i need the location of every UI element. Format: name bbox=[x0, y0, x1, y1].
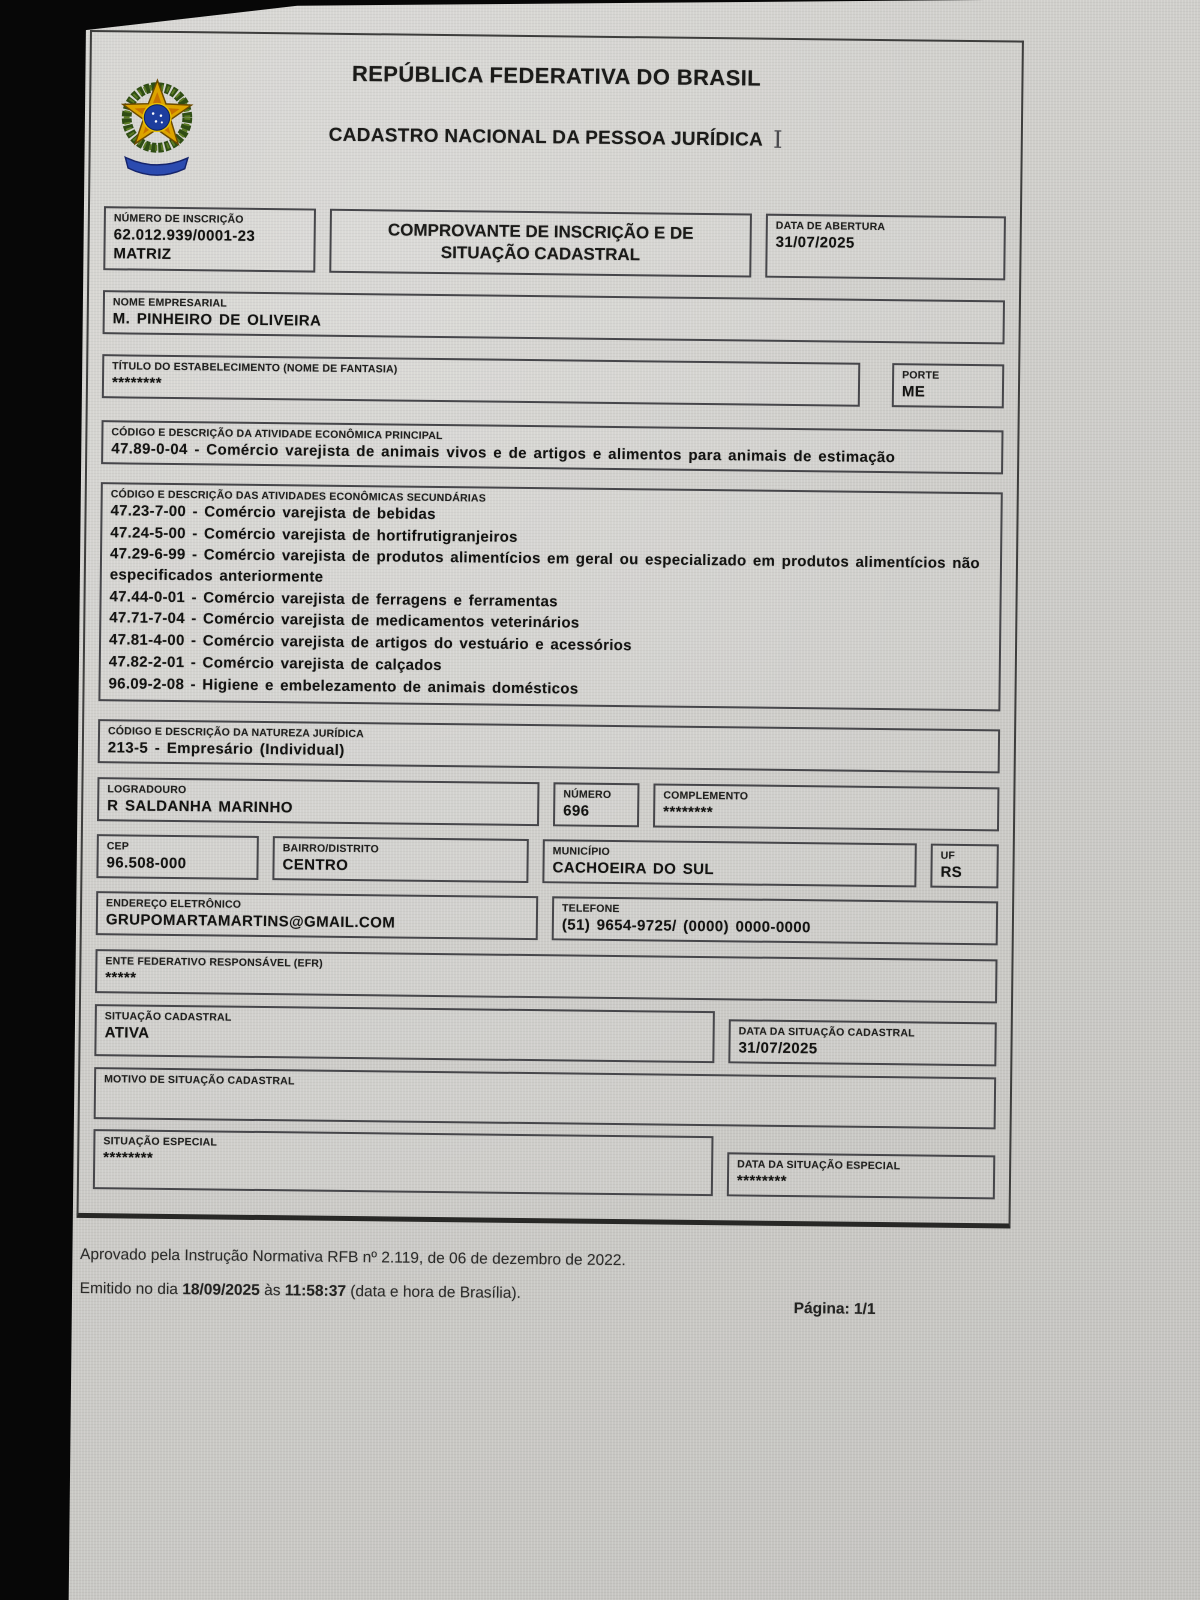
porte-box bbox=[892, 363, 1004, 408]
republic-title: REPÚBLICA FEDERATIVA DO BRASIL bbox=[351, 60, 762, 91]
secondary-activity-item: 47.71-7-04 - Comércio varejista de medicamentos veterinários bbox=[109, 609, 580, 633]
porte-label: PORTE bbox=[902, 369, 940, 382]
data-situacao-cadastral-label: DATA DA SITUAÇÃO CADASTRAL bbox=[738, 1025, 915, 1040]
nome-empresarial-label: NOME EMPRESARIAL bbox=[112, 296, 228, 310]
cnpj-form-border bbox=[77, 30, 1024, 1229]
email-label: ENDEREÇO ELETRÔNICO bbox=[106, 897, 242, 911]
registry-title-text: CADASTRO NACIONAL DA PESSOA JURÍDICA bbox=[328, 124, 764, 151]
row-nome-empresarial bbox=[103, 290, 1005, 344]
emission-mid: às bbox=[259, 1282, 285, 1300]
bairro-box bbox=[272, 836, 528, 883]
situacao-cadastral-value: ATIVA bbox=[104, 1024, 150, 1042]
uf-label: UF bbox=[940, 849, 956, 863]
telefone-value: (51) 9654-9725/ (0000) 0000-0000 bbox=[561, 916, 811, 937]
atividades-secundarias-box bbox=[98, 482, 1002, 711]
secondary-activity-item: 47.23-7-00 - Comércio varejista de bebidas bbox=[110, 502, 436, 523]
email-value: GRUPOMARTAMARTINS@GMAIL.COM bbox=[105, 911, 396, 932]
nome-fantasia-label: TÍTULO DO ESTABELECIMENTO (NOME DE FANTASIA) bbox=[112, 360, 398, 376]
secondary-activity-item: 47.29-6-99 - Comércio varejista de produtos alimentícios em geral ou especializado em produtos alimentícios não especificados anteriormente bbox=[109, 545, 980, 586]
data-situacao-especial-label: DATA DA SITUAÇÃO ESPECIAL bbox=[737, 1158, 901, 1173]
nome-fantasia-value: ******** bbox=[111, 374, 162, 392]
atividade-principal-value: 47.89-0-04 - Comércio varejista de animais vivos e de artigos e alimentos para animais de estimação bbox=[111, 440, 896, 467]
brazil-coat-of-arms-icon bbox=[112, 70, 201, 185]
document-footer bbox=[76, 1246, 1011, 1319]
efr-box bbox=[95, 949, 997, 1003]
efr-value: ***** bbox=[105, 969, 137, 987]
row-contato bbox=[96, 891, 998, 945]
natureza-juridica-label: CÓDIGO E DESCRIÇÃO DA NATUREZA JURÍDICA bbox=[107, 725, 365, 741]
emission-prefix: Emitido no dia bbox=[79, 1280, 183, 1299]
motivo-situacao-label: MOTIVO DE SITUAÇÃO CADASTRAL bbox=[104, 1073, 295, 1088]
situacao-especial-box bbox=[93, 1129, 714, 1196]
bairro-value: CENTRO bbox=[282, 856, 349, 875]
data-situacao-especial-value: ******** bbox=[736, 1172, 787, 1191]
data-abertura-value: 31/07/2025 bbox=[775, 233, 855, 252]
secondary-activity-item: 47.44-0-01 - Comércio varejista de ferragens e ferramentas bbox=[109, 588, 558, 611]
secondary-activity-item: 47.24-5-00 - Comércio varejista de hortifrutigranjeiros bbox=[110, 523, 518, 546]
data-abertura-box bbox=[765, 214, 1006, 281]
logradouro-label: LOGRADOURO bbox=[107, 783, 187, 797]
atividades-secundarias-label: CÓDIGO E DESCRIÇÃO DAS ATIVIDADES ECONÔMICAS SECUNDÁRIAS bbox=[110, 488, 487, 505]
numero-box bbox=[553, 782, 639, 827]
approval-note: Aprovado pela Instrução Normativa RFB nº 2.119, de 06 de dezembro de 2022. bbox=[80, 1246, 626, 1270]
numero-value: 696 bbox=[563, 802, 590, 820]
row-atividade-principal bbox=[101, 420, 1003, 474]
telefone-box bbox=[552, 896, 998, 945]
row-cep-municipio bbox=[96, 834, 998, 888]
data-situacao-cadastral-value: 31/07/2025 bbox=[738, 1039, 818, 1058]
row-atividades-secundarias bbox=[98, 482, 1002, 711]
municipio-label: MUNICÍPIO bbox=[552, 845, 610, 859]
logradouro-box bbox=[97, 777, 539, 826]
row-motivo bbox=[94, 1067, 997, 1129]
nome-empresarial-value: M. PINHEIRO DE OLIVEIRA bbox=[112, 310, 322, 330]
cep-label: CEP bbox=[106, 840, 130, 853]
complemento-value: ******** bbox=[663, 803, 714, 822]
registry-title bbox=[105, 118, 1007, 156]
data-situacao-cadastral-box bbox=[728, 1019, 996, 1066]
secondary-activity-item: 96.09-2-08 - Higiene e embelezamento de animais domésticos bbox=[108, 674, 579, 698]
data-situacao-especial-box bbox=[727, 1152, 995, 1199]
email-box bbox=[96, 891, 538, 940]
row-situacao-especial bbox=[93, 1129, 996, 1199]
row-natureza-juridica bbox=[98, 719, 1000, 773]
row-situacao-cadastral bbox=[94, 1004, 997, 1066]
telefone-label: TELEFONE bbox=[561, 902, 620, 916]
cep-value: 96.508-000 bbox=[106, 854, 187, 873]
municipio-value: CACHOEIRA DO SUL bbox=[552, 859, 715, 879]
document-header bbox=[104, 58, 1007, 200]
uf-box bbox=[930, 844, 998, 889]
natureza-juridica-value: 213-5 - Empresário (Individual) bbox=[107, 739, 345, 760]
page-indicator: Página: 1/1 bbox=[793, 1300, 876, 1319]
emission-time: 11:58:37 bbox=[284, 1282, 347, 1301]
text-cursor-icon: I bbox=[772, 125, 784, 154]
situacao-especial-label: SITUAÇÃO ESPECIAL bbox=[103, 1135, 218, 1149]
motivo-situacao-box bbox=[94, 1067, 997, 1129]
emission-suffix: (data e hora de Brasília). bbox=[345, 1283, 521, 1303]
logradouro-value: R SALDANHA MARINHO bbox=[107, 797, 293, 817]
municipio-box bbox=[542, 839, 916, 887]
secondary-activity-item: 47.81-4-00 - Comércio varejista de artigos do vestuário e acessórios bbox=[108, 631, 632, 655]
numero-inscricao-label: NÚMERO DE INSCRIÇÃO bbox=[113, 212, 244, 226]
bairro-label: BAIRRO/DISTRITO bbox=[282, 842, 379, 856]
natureza-juridica-box bbox=[98, 719, 1000, 773]
atividade-principal-box bbox=[101, 420, 1003, 474]
numero-inscricao-box bbox=[103, 206, 316, 272]
comprovante-title: COMPROVANTE DE INSCRIÇÃO E DE SITUAÇÃO CADASTRAL bbox=[329, 209, 752, 278]
nome-empresarial-box bbox=[103, 290, 1005, 344]
cep-box bbox=[96, 834, 258, 880]
data-abertura-label: DATA DE ABERTURA bbox=[775, 219, 886, 234]
numero-inscricao-tipo: MATRIZ bbox=[113, 245, 172, 263]
row-titulo-porte bbox=[102, 354, 1004, 408]
uf-value: RS bbox=[940, 863, 963, 882]
numero-label: NÚMERO bbox=[563, 788, 612, 802]
row-endereco bbox=[97, 777, 999, 831]
complemento-label: COMPLEMENTO bbox=[663, 789, 749, 803]
secondary-activity-item: 47.82-2-01 - Comércio varejista de calçados bbox=[108, 653, 442, 674]
row-inscricao bbox=[103, 206, 1006, 280]
numero-inscricao-value: 62.012.939/0001-23 bbox=[113, 226, 256, 245]
situacao-especial-value: ******** bbox=[103, 1149, 154, 1167]
porte-value: ME bbox=[901, 383, 926, 401]
emission-date: 18/09/2025 bbox=[182, 1281, 260, 1300]
cnpj-document bbox=[76, 30, 1024, 1319]
row-efr bbox=[95, 949, 997, 1003]
atividade-principal-label: CÓDIGO E DESCRIÇÃO DA ATIVIDADE ECONÔMICA PRINCIPAL bbox=[111, 426, 443, 443]
nome-fantasia-box bbox=[102, 354, 860, 407]
situacao-cadastral-label: SITUAÇÃO CADASTRAL bbox=[104, 1010, 232, 1024]
complemento-box bbox=[653, 784, 999, 832]
efr-label: ENTE FEDERATIVO RESPONSÁVEL (EFR) bbox=[105, 955, 323, 970]
situacao-cadastral-box bbox=[94, 1004, 715, 1063]
